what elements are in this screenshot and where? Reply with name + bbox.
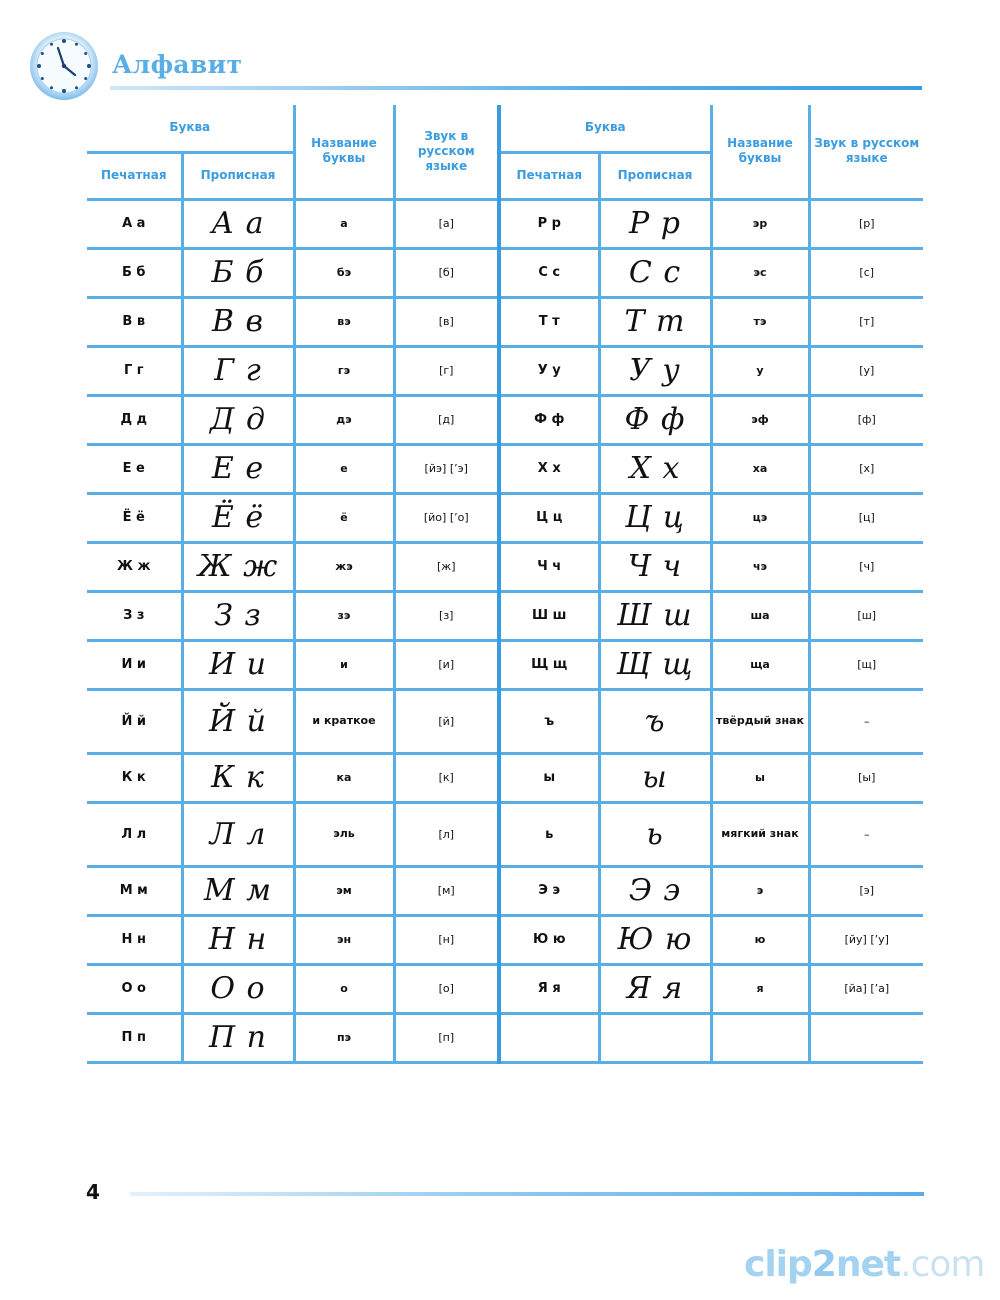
cursive-letter: Ч ч <box>599 542 711 591</box>
header-printed: Печатная <box>87 152 182 199</box>
letter-name: ы <box>711 753 809 802</box>
letter-sound: [н] <box>394 915 499 964</box>
letter-name: а <box>294 199 394 248</box>
table-row <box>87 866 923 915</box>
cursive-letter: Ц ц <box>599 493 711 542</box>
letter-name: ё <box>294 493 394 542</box>
printed-letter: Ю ю <box>499 915 599 964</box>
letter-sound: [э] <box>809 866 923 915</box>
letter-name: ща <box>711 640 809 689</box>
printed-letter: В в <box>87 297 182 346</box>
table-row <box>87 964 923 1013</box>
watermark-logo <box>744 1244 984 1285</box>
printed-letter: Я я <box>499 964 599 1013</box>
cursive-letter: П п <box>182 1013 294 1062</box>
cursive-letter: У у <box>599 346 711 395</box>
letter-name: тэ <box>711 297 809 346</box>
letter-sound: [а] <box>394 199 499 248</box>
table-row <box>87 395 923 444</box>
letter-name: э <box>711 866 809 915</box>
printed-letter: П п <box>87 1013 182 1062</box>
cursive-letter: Ж ж <box>182 542 294 591</box>
letter-sound: – <box>809 802 923 866</box>
letter-sound: [т] <box>809 297 923 346</box>
cursive-letter: Е е <box>182 444 294 493</box>
table-row <box>87 1013 923 1062</box>
letter-name: о <box>294 964 394 1013</box>
letter-name: эль <box>294 802 394 866</box>
cursive-letter: М м <box>182 866 294 915</box>
cursive-letter: К к <box>182 753 294 802</box>
letter-name: е <box>294 444 394 493</box>
letter-name: ю <box>711 915 809 964</box>
letter-sound: [щ] <box>809 640 923 689</box>
letter-sound: [ф] <box>809 395 923 444</box>
cursive-letter: Д д <box>182 395 294 444</box>
printed-letter: Ё ё <box>87 493 182 542</box>
printed-letter: Ж ж <box>87 542 182 591</box>
cursive-letter: Щ щ <box>599 640 711 689</box>
letter-sound: [ц] <box>809 493 923 542</box>
letter-sound: [йа] [’а] <box>809 964 923 1013</box>
watermark-part: net <box>835 1244 901 1285</box>
letter-name: пэ <box>294 1013 394 1062</box>
printed-letter: Г г <box>87 346 182 395</box>
letter-sound: [б] <box>394 248 499 297</box>
letter-sound: [х] <box>809 444 923 493</box>
cursive-letter: Ю ю <box>599 915 711 964</box>
cursive-letter: А а <box>182 199 294 248</box>
table-row <box>87 297 923 346</box>
header-divider <box>110 86 922 90</box>
table-row <box>87 915 923 964</box>
printed-letter: Ц ц <box>499 493 599 542</box>
header-cursive: Прописная <box>182 152 294 199</box>
printed-letter: З з <box>87 591 182 640</box>
cursive-letter: Х х <box>599 444 711 493</box>
printed-letter: К к <box>87 753 182 802</box>
printed-letter: Ф ф <box>499 395 599 444</box>
cursive-letter: Я я <box>599 964 711 1013</box>
letter-sound: [г] <box>394 346 499 395</box>
printed-letter: Ч ч <box>499 542 599 591</box>
letter-sound: [й] <box>394 689 499 753</box>
header-sound: Звук в русском языке <box>394 105 499 199</box>
printed-letter: С с <box>499 248 599 297</box>
cursive-letter: ы <box>599 753 711 802</box>
table-row <box>87 346 923 395</box>
printed-letter: ы <box>499 753 599 802</box>
letter-name: твёрдый знак <box>711 689 809 753</box>
letter-name: ха <box>711 444 809 493</box>
cursive-letter: Р р <box>599 199 711 248</box>
printed-letter: М м <box>87 866 182 915</box>
alphabet-table <box>87 105 923 1064</box>
letter-name: жэ <box>294 542 394 591</box>
letter-sound: [п] <box>394 1013 499 1062</box>
cursive-letter: И и <box>182 640 294 689</box>
table-row <box>87 802 923 866</box>
alphabet-table-body <box>87 199 923 1062</box>
printed-letter: Щ щ <box>499 640 599 689</box>
letter-name: эм <box>294 866 394 915</box>
letter-name: ка <box>294 753 394 802</box>
cursive-letter: Ё ё <box>182 493 294 542</box>
letter-name: зэ <box>294 591 394 640</box>
table-row <box>87 493 923 542</box>
printed-letter: Е е <box>87 444 182 493</box>
table-row <box>87 689 923 753</box>
header-printed: Печатная <box>499 152 599 199</box>
table-row <box>87 640 923 689</box>
cursive-letter: ь <box>599 802 711 866</box>
cursive-letter: Б б <box>182 248 294 297</box>
printed-letter: Й й <box>87 689 182 753</box>
letter-name: эс <box>711 248 809 297</box>
watermark-part: clip <box>744 1244 812 1285</box>
letter-name <box>711 1013 809 1062</box>
printed-letter: Э э <box>499 866 599 915</box>
printed-letter: Х х <box>499 444 599 493</box>
letter-sound: [о] <box>394 964 499 1013</box>
printed-letter: Н н <box>87 915 182 964</box>
letter-sound: [к] <box>394 753 499 802</box>
letter-name: цэ <box>711 493 809 542</box>
header-name: Название буквы <box>294 105 394 199</box>
page-header <box>28 30 928 100</box>
table-row <box>87 248 923 297</box>
cursive-letter: Л л <box>182 802 294 866</box>
cursive-letter: З з <box>182 591 294 640</box>
cursive-letter: Т т <box>599 297 711 346</box>
header-cursive: Прописная <box>599 152 711 199</box>
printed-letter: Д д <box>87 395 182 444</box>
page-title: Алфавит <box>112 50 243 79</box>
letter-sound: [йу] [’у] <box>809 915 923 964</box>
cursive-letter: С с <box>599 248 711 297</box>
header-name: Название буквы <box>711 105 809 199</box>
letter-sound: [л] <box>394 802 499 866</box>
letter-name: гэ <box>294 346 394 395</box>
printed-letter: Р р <box>499 199 599 248</box>
letter-name: и краткое <box>294 689 394 753</box>
header-letter: Буква <box>499 105 711 152</box>
cursive-letter: Г г <box>182 346 294 395</box>
letter-name: вэ <box>294 297 394 346</box>
letter-name: эф <box>711 395 809 444</box>
letter-name: мягкий знак <box>711 802 809 866</box>
table-row <box>87 591 923 640</box>
cursive-letter: Э э <box>599 866 711 915</box>
letter-sound: [йэ] [’э] <box>394 444 499 493</box>
printed-letter: О о <box>87 964 182 1013</box>
cursive-letter: В в <box>182 297 294 346</box>
footer-divider <box>130 1192 924 1196</box>
letter-name: эн <box>294 915 394 964</box>
cursive-letter: О о <box>182 964 294 1013</box>
letter-sound: [з] <box>394 591 499 640</box>
letter-sound: [ы] <box>809 753 923 802</box>
letter-sound: [ш] <box>809 591 923 640</box>
table-row <box>87 753 923 802</box>
letter-name: эр <box>711 199 809 248</box>
letter-name: я <box>711 964 809 1013</box>
table-row <box>87 542 923 591</box>
letter-sound <box>809 1013 923 1062</box>
printed-letter: Б б <box>87 248 182 297</box>
letter-sound: – <box>809 689 923 753</box>
printed-letter <box>499 1013 599 1062</box>
header-letter: Буква <box>87 105 294 152</box>
letter-name: у <box>711 346 809 395</box>
letter-sound: [ж] <box>394 542 499 591</box>
header-sound: Звук в русском языке <box>809 105 923 199</box>
printed-letter: А а <box>87 199 182 248</box>
letter-sound: [и] <box>394 640 499 689</box>
letter-sound: [с] <box>809 248 923 297</box>
letter-name: ша <box>711 591 809 640</box>
letter-name: и <box>294 640 394 689</box>
watermark-part: 2 <box>811 1244 836 1285</box>
printed-letter: Ш ш <box>499 591 599 640</box>
letter-sound: [у] <box>809 346 923 395</box>
table-row <box>87 444 923 493</box>
letter-sound: [йо] [’о] <box>394 493 499 542</box>
cursive-letter <box>599 1013 711 1062</box>
cursive-letter: Ф ф <box>599 395 711 444</box>
page-number: 4 <box>86 1180 100 1204</box>
letter-name: дэ <box>294 395 394 444</box>
letter-sound: [ч] <box>809 542 923 591</box>
letter-sound: [м] <box>394 866 499 915</box>
printed-letter: Т т <box>499 297 599 346</box>
printed-letter: У у <box>499 346 599 395</box>
watermark-part: .com <box>900 1244 985 1285</box>
printed-letter: ь <box>499 802 599 866</box>
printed-letter: И и <box>87 640 182 689</box>
letter-sound: [р] <box>809 199 923 248</box>
cursive-letter: Н н <box>182 915 294 964</box>
cursive-letter: ъ <box>599 689 711 753</box>
cursive-letter: Й й <box>182 689 294 753</box>
table-row <box>87 199 923 248</box>
letter-sound: [в] <box>394 297 499 346</box>
cursive-letter: Ш ш <box>599 591 711 640</box>
letter-sound: [д] <box>394 395 499 444</box>
letter-name: чэ <box>711 542 809 591</box>
printed-letter: Л л <box>87 802 182 866</box>
clock-icon <box>28 30 100 102</box>
letter-name: бэ <box>294 248 394 297</box>
printed-letter: ъ <box>499 689 599 753</box>
